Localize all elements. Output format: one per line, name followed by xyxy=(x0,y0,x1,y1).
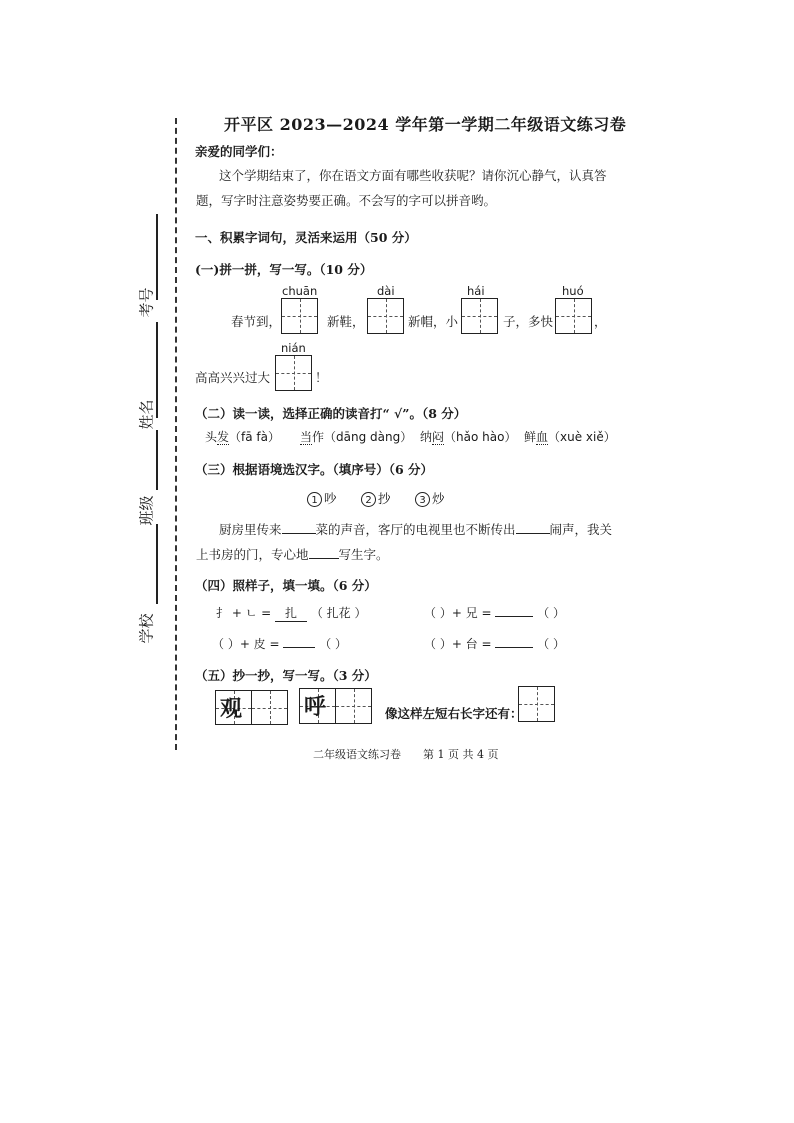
q3-option-1-char: 吵 xyxy=(324,491,337,506)
pinyin-chuan: chuān xyxy=(282,284,318,298)
q3-text-2b: 写生字。 xyxy=(338,547,389,562)
writing-box-chuan[interactable] xyxy=(281,298,318,334)
q3-blank-2[interactable] xyxy=(516,533,550,534)
q4-r2b-left: （ ）+ 台 = xyxy=(424,637,492,651)
q1-seg-7: ！ xyxy=(315,370,328,385)
q3-blank-1[interactable] xyxy=(282,533,316,534)
q2-item-2-dotted-char: 当 xyxy=(300,430,313,444)
q4-r2b-right: （ ） xyxy=(537,637,566,651)
q2-item-4-dotted-char: 血 xyxy=(536,430,549,444)
q2-heading: （二）读一读，选择正确的读音打“ √”。（8 分） xyxy=(195,406,467,421)
q5-copy-box-2[interactable] xyxy=(335,688,372,724)
q2-item-1-dotted-char: 发 xyxy=(217,430,230,444)
q1-seg-2: 新鞋， xyxy=(327,314,365,329)
q3-heading: （三）根据语境选汉字。（填序号）（6 分） xyxy=(195,462,434,477)
xuexiao-label: 学校 xyxy=(137,613,156,644)
q5-text: 像这样左短右长字还有： xyxy=(385,706,523,721)
q2-item-1-word: 头发 xyxy=(205,430,230,444)
q4-example xyxy=(216,604,366,622)
q2-item-2[interactable] xyxy=(300,428,412,445)
pinyin-huo: huó xyxy=(562,284,584,298)
q1-seg-4: 子，多快 xyxy=(503,314,554,329)
writing-box-nian[interactable] xyxy=(275,355,312,391)
q4-r1b-left: （ ）+ 兄 = xyxy=(424,606,492,620)
q2-item-3[interactable] xyxy=(420,428,516,445)
q3-text-2a: 上书房的门，专心地 xyxy=(196,547,309,562)
q3-option-3-char: 炒 xyxy=(432,491,445,506)
q3-option-2-char: 抄 xyxy=(378,491,391,506)
circle-number-2: 2 xyxy=(361,492,376,507)
q3-option-3 xyxy=(415,489,445,507)
q1-seg-5: ， xyxy=(594,314,607,329)
xingming-label: 姓名 xyxy=(137,399,156,430)
q3-text-1b: 菜的声音，客厅的电视里也不断传出 xyxy=(315,522,516,537)
q2-item-4[interactable] xyxy=(524,428,616,445)
q3-option-1 xyxy=(307,489,337,507)
xuexiao-line xyxy=(156,524,158,604)
pinyin-nian: nián xyxy=(281,341,306,355)
q5-copy-box-1[interactable] xyxy=(251,690,288,725)
q1-seg-1: 春节到， xyxy=(231,314,282,329)
q2-item-4-pinyin: （xuè xiě） xyxy=(548,430,616,444)
q4-row1-b[interactable] xyxy=(424,604,565,621)
q3-sentence-line-1 xyxy=(219,520,612,538)
writing-box-hai[interactable] xyxy=(461,298,498,334)
q3-text-1a: 厨房里传来 xyxy=(219,522,282,537)
q2-item-2-pinyin: （dāng dàng） xyxy=(324,430,413,444)
writing-box-huo[interactable] xyxy=(555,298,592,334)
q4-row2-a[interactable] xyxy=(212,635,347,652)
q4-heading: （四）照样子，填一填。（6 分） xyxy=(195,578,377,593)
binding-dashed-line xyxy=(175,118,177,750)
q1-heading: (一)拼一拼，写一写。（10 分） xyxy=(195,262,373,277)
pinyin-hai: hái xyxy=(467,284,485,298)
q3-blank-3[interactable] xyxy=(309,558,339,559)
q4-row2-b[interactable] xyxy=(424,635,565,652)
intro-line-2: 题，写字时注意姿势要正确。不会写的字可以拼音哟。 xyxy=(196,193,497,208)
q4-r2b-blank[interactable] xyxy=(495,647,533,648)
q4-example-answer: 扎 xyxy=(275,604,307,622)
part-heading: 一、积累字词句，灵活来运用（50 分） xyxy=(195,230,417,245)
page-number: 第 1 页 共 4 页 xyxy=(423,748,499,761)
intro-line-1: 这个学期结束了，你在语文方面有哪些收获呢？请你沉心静气，认真答 xyxy=(219,168,607,183)
q2-item-3-pinyin: （hǎo hào） xyxy=(444,430,517,444)
banji-label: 班级 xyxy=(137,495,156,526)
writing-box-dai[interactable] xyxy=(367,298,404,334)
circle-number-1: 1 xyxy=(307,492,322,507)
q5-heading: （五）抄一抄，写一写。（3 分） xyxy=(195,668,377,683)
banji-line xyxy=(156,430,158,490)
q5-sample-char-1: 观 xyxy=(220,696,243,722)
footer-title: 二年级语文练习卷 xyxy=(313,748,401,761)
q2-item-3-word: 纳闷 xyxy=(420,430,445,444)
kaohao-label: 考号 xyxy=(137,287,156,318)
page-title: 开平区 2023—2024 学年第一学期二年级语文练习卷 xyxy=(224,115,627,134)
q4-example-left: 扌 + ㄴ = xyxy=(216,606,272,620)
q5-sample-char-2: 呼 xyxy=(304,694,327,720)
q3-sentence-line-2 xyxy=(196,545,389,563)
q2-item-1[interactable] xyxy=(205,428,280,445)
q4-r2a-blank[interactable] xyxy=(283,647,315,648)
q1-seg-6: 高高兴兴过大 xyxy=(195,370,271,385)
q4-r1b-right: （ ） xyxy=(537,606,566,620)
q4-r2a-right: （ ） xyxy=(319,637,348,651)
q3-text-1c: 闹声，我关 xyxy=(549,522,613,537)
q1-seg-3: 新帽，小 xyxy=(408,314,459,329)
q2-item-3-dotted-char: 闷 xyxy=(432,430,445,444)
pinyin-dai: dài xyxy=(377,284,395,298)
q2-item-4-word: 鲜血 xyxy=(524,430,549,444)
q4-r2a-left: （ ）+ 皮 = xyxy=(212,637,280,651)
q4-example-word: （ 扎花 ） xyxy=(310,606,367,620)
greeting: 亲爱的同学们： xyxy=(195,144,283,159)
q2-item-2-word: 当作 xyxy=(300,430,325,444)
q2-item-1-pinyin: （fā fà） xyxy=(229,430,281,444)
q4-r1b-blank[interactable] xyxy=(495,616,533,617)
circle-number-3: 3 xyxy=(415,492,430,507)
q3-option-2 xyxy=(361,489,391,507)
q5-answer-box[interactable] xyxy=(518,686,555,722)
